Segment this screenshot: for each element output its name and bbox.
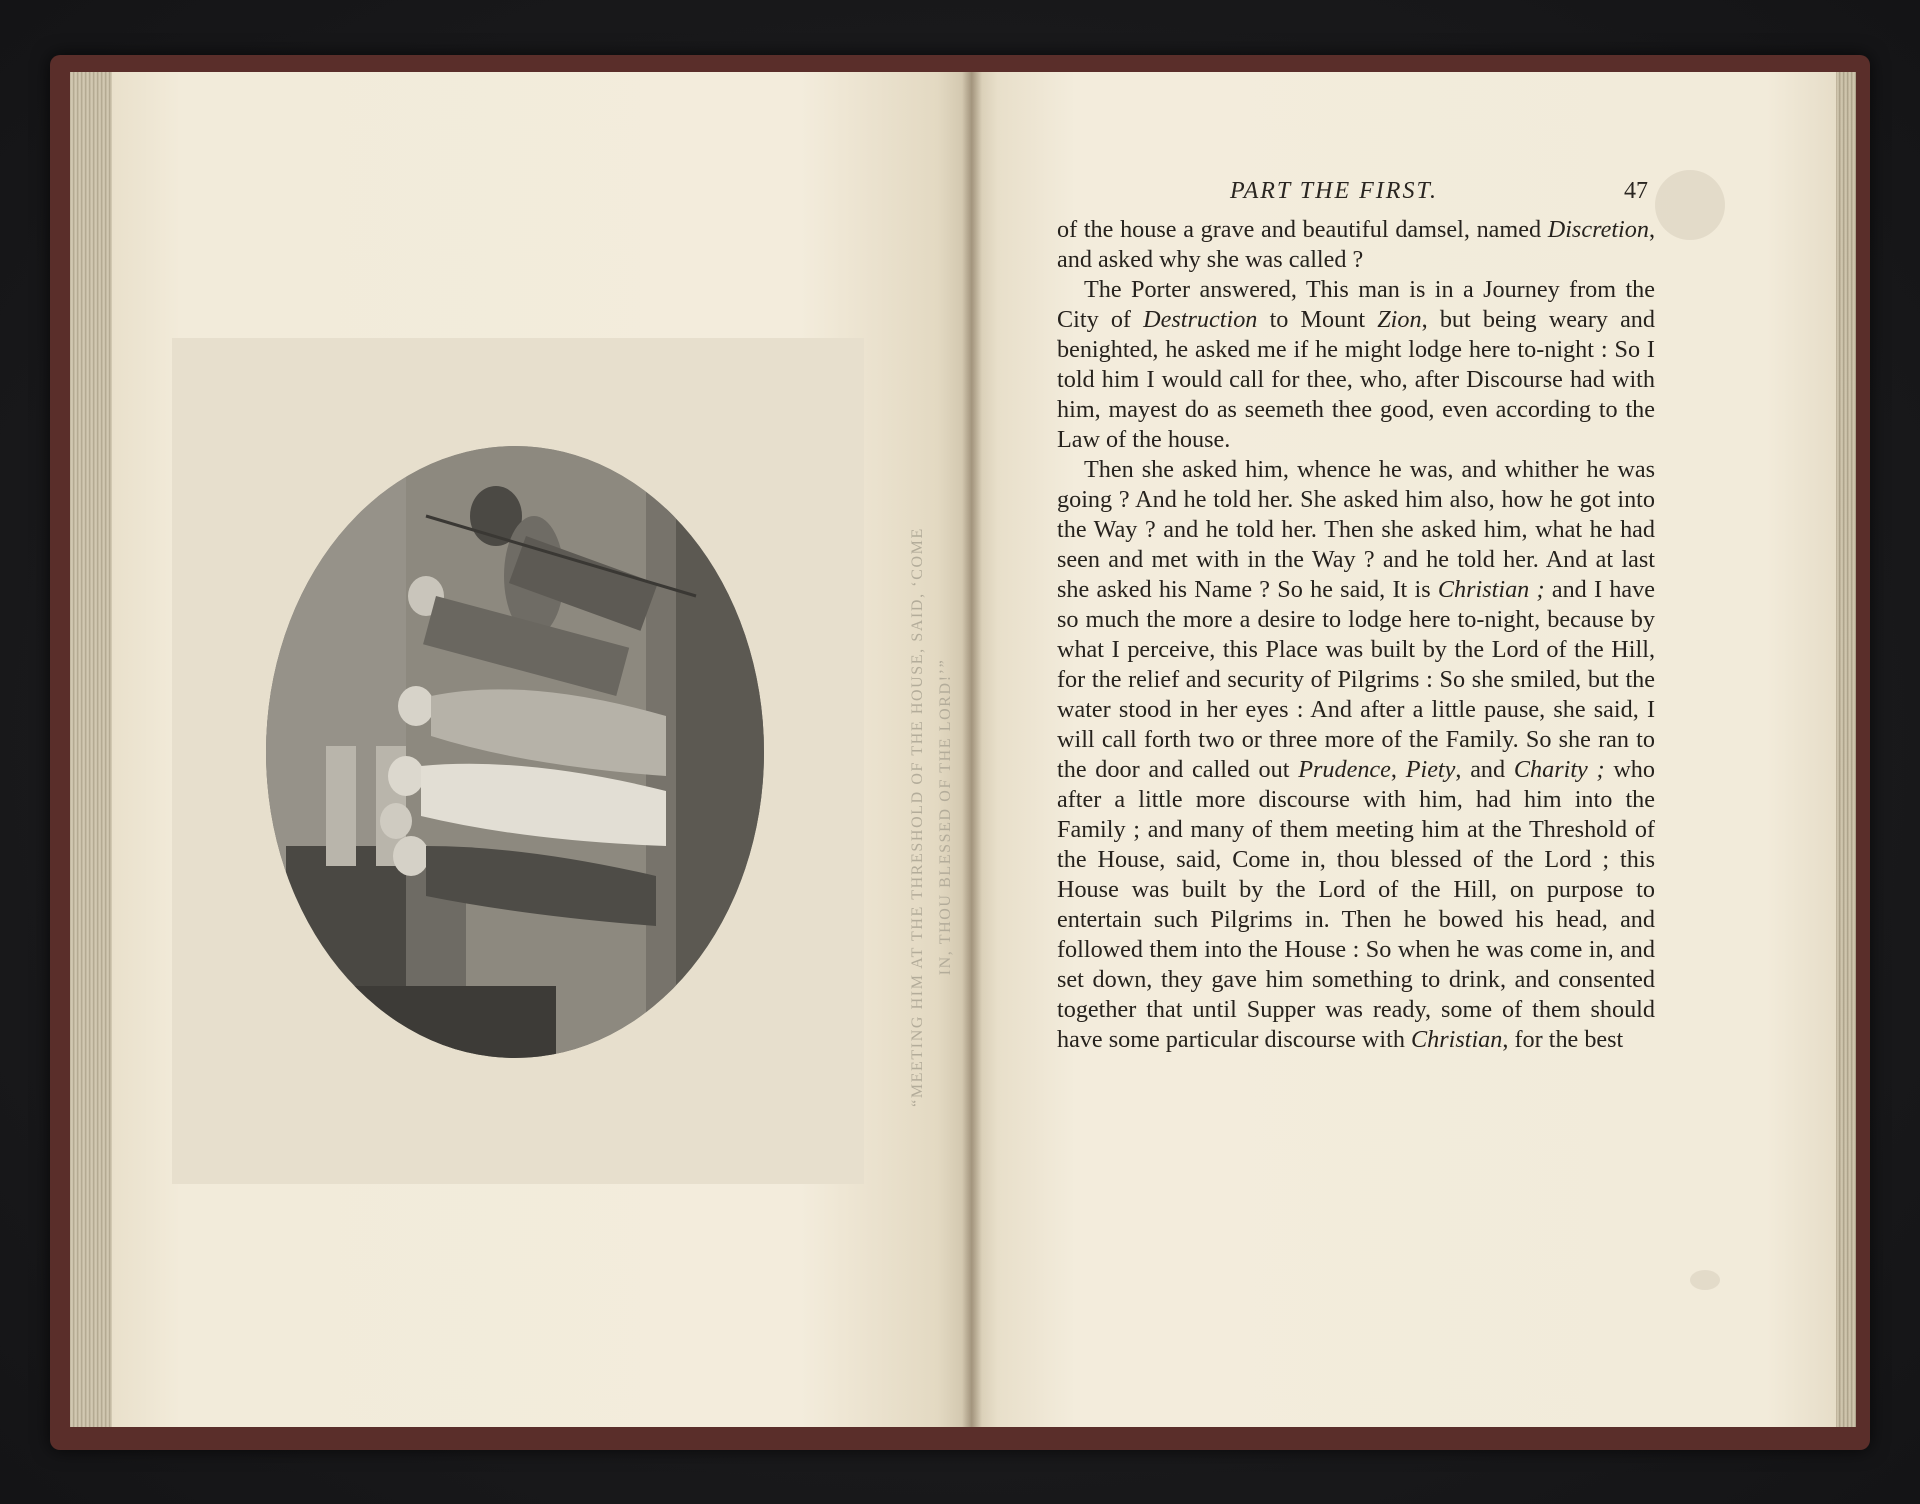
paragraph bbox=[1057, 215, 1655, 275]
page-number: 47 bbox=[1624, 178, 1648, 204]
engraving-scene bbox=[266, 446, 764, 1058]
text-run: , and asked why she was called ? bbox=[1057, 216, 1655, 273]
text-run: and I have so much the more a desire to lodge here to-night, because by what I perceive, this Place was built by the Lord of the Hill, for the relief and security of Pilgrims : So she smiled, but the water stood in her eyes : And after a little pause, she said, I will call forth two or three more of the Family. So she ran to the door and called out bbox=[1057, 576, 1655, 783]
italic-run: Discretion bbox=[1547, 216, 1649, 243]
text-run: , and bbox=[1455, 756, 1514, 783]
italic-run: Christian bbox=[1410, 1026, 1503, 1053]
italic-run: Destruction bbox=[1143, 306, 1258, 333]
running-head: PART THE FIRST. bbox=[1230, 178, 1439, 204]
text-run: The Porter answered, This man is in a Journey from the City of bbox=[1057, 276, 1655, 333]
paragraph bbox=[1057, 455, 1655, 1055]
italic-run: Zion bbox=[1377, 306, 1422, 333]
plate-caption-line-2: IN, THOU BLESSED OF THE LORD!’” bbox=[937, 658, 954, 976]
page-stain bbox=[1690, 1270, 1720, 1290]
text-run: , but being weary and benighted, he asked me if he might lodge here to-night : So I told him I would call for thee, who, after Discourse had with him, mayest do as seemeth thee good, even according to the Law of the house. bbox=[1057, 306, 1655, 453]
text-run: to Mount bbox=[1257, 306, 1378, 333]
engraving-illustration bbox=[266, 446, 764, 1058]
text-run: who after a little more discourse with him, had him into the Family ; and many of them meeting him at the Threshold of the House, said, Come in, thou blessed of the Lord ; this House was built by the Lord of the Hill, on purpose to entertain such Pilgrims in. Then he bowed his head, and followed them into the House : So when he was come in, and set down, they gave him something to drink, and consented together that until Supper was ready, some of them should have some particular discourse with bbox=[1057, 756, 1655, 1053]
text-run: , for the best bbox=[1502, 1026, 1624, 1053]
italic-run: Christian ; bbox=[1437, 576, 1545, 603]
page-stain bbox=[1655, 170, 1725, 240]
text-run: , bbox=[1390, 756, 1406, 783]
italic-run: Prudence bbox=[1298, 756, 1391, 783]
paragraph bbox=[1057, 275, 1655, 455]
text-run: Then she asked him, whence he was, and whither he was going ? And he told her. She asked him also, how he got into the Way ? and he told her. Then she asked him, what he had seen and met with in the Way ? and he told her. And at last she asked his Name ? So he said, It is bbox=[1057, 456, 1655, 603]
book-gutter bbox=[962, 72, 982, 1427]
body-text bbox=[1057, 215, 1655, 1055]
italic-run: Charity ; bbox=[1513, 756, 1605, 783]
text-run: of the house a grave and beautiful damsel, named bbox=[1057, 216, 1548, 243]
italic-run: Piety bbox=[1405, 756, 1456, 783]
plate-caption-line-1: “MEETING HIM AT THE THRESHOLD OF THE HOUSE, SAID, ‘COME bbox=[909, 527, 926, 1107]
